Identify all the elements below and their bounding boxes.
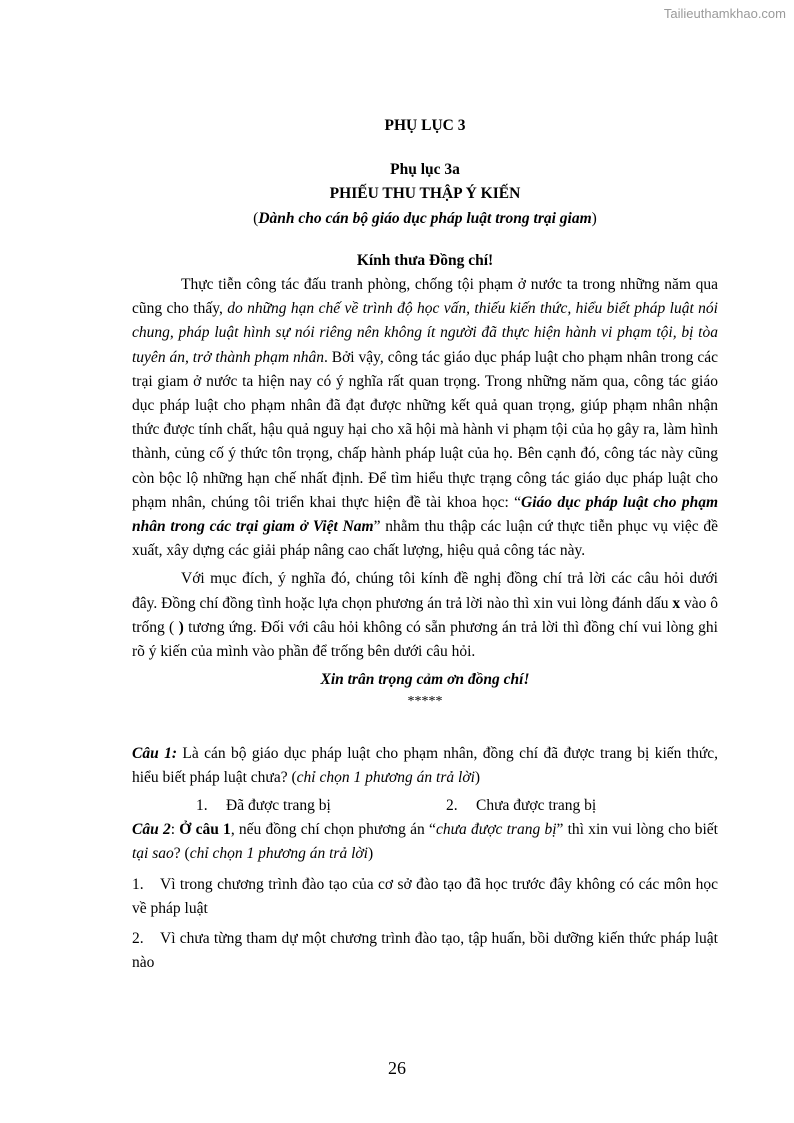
document-page xyxy=(132,114,718,976)
question-2-why: tại sao xyxy=(132,845,174,863)
appendix-title: PHỤ LỤC 3 xyxy=(384,117,466,134)
greeting: Kính thưa Đồng chí! xyxy=(356,251,494,269)
question-1-options xyxy=(132,794,718,818)
para2-text-c: tương ứng. Đối với câu hỏi không có sẵn phương án trả lời thì đồng chí vui lòng ghi rõ ý kiến của mình vào phần để trống bên dưới câu hỏi. xyxy=(132,618,718,661)
para1-text-e: ” nhằm thu thập các luận cứ thực tiễn phục vụ việc đề xuất, xây dựng các giải pháp nâng cao chất lượng, hiệu quả công tác này. xyxy=(132,518,718,560)
question-1-note: chỉ chọn 1 phương án trả lời xyxy=(296,768,475,786)
para1-text-a: Thực tiễn công tác đấu tranh phòng, chống tội phạm ở nước ta trong những năm qua cũng cho thấy, xyxy=(132,276,718,318)
form-title: PHIẾU THU THẬP Ý KIẾN xyxy=(329,185,521,203)
audience-text: Dành cho cán bộ giáo dục pháp luật trong trại giam xyxy=(258,209,592,227)
para1-text-c: . Bởi vậy, công tác giáo dục pháp luật cho phạm nhân trong các trại giam ở nước ta hiện nay có ý nghĩa rất quan trọng. Trong những năm qua, công tác giáo dục pháp luật cho phạm nhân đã đạt được những kết quả quan trọng, giúp phạm nhân nhận thức được tính chất, hậu quả nguy hại cho xã hội mà hành vi phạm tội của họ gây ra, làm hình thành, củng cố ý thức tôn trọng, chấp hành pháp luật của họ. Bên cạnh đó, công tác này cũng còn bộc lộ những hạn chế nhất định. Để tìm hiểu thực trạng công tác giáo dục pháp luật cho phạm nhân, chúng tôi triển khai thực hiện đề tài khoa học: “ xyxy=(132,348,718,511)
mark-x: x xyxy=(672,594,681,612)
question-2-close: ) xyxy=(367,845,374,863)
para2-paren: ) xyxy=(178,618,184,636)
question-2-text-1: , nếu đồng chí chọn phương án “ xyxy=(230,821,436,839)
option-number: 1. xyxy=(132,875,144,893)
question-2-colon: : xyxy=(170,821,180,839)
watermark: Tailieuthamkhao.com xyxy=(663,6,786,21)
question-2 xyxy=(132,818,718,866)
instruction-paragraph xyxy=(132,567,718,664)
option-label: Vì trong chương trình đào tạo của cơ sở đào tạo đã học trước đây không có các môn học về pháp luật xyxy=(132,875,718,917)
intro-paragraph xyxy=(132,273,718,563)
question-1-text: Là cán bộ giáo dục pháp luật cho phạm nhân, đồng chí đã được trang bị kiến thức, hiểu biết pháp luật chưa? ( xyxy=(132,744,718,786)
question-2-quote: chưa được trang bị xyxy=(435,821,557,839)
question-2-text-3: ? ( xyxy=(173,845,190,863)
para2-text-a: Với mục đích, ý nghĩa đó, chúng tôi kính đề nghị đồng chí trả lời các câu hỏi dưới đây. Đồng chí đồng tình hoặc lựa chọn phương án trả lời nào thì xin vui lòng đánh dấu xyxy=(132,570,718,612)
separator-stars: ***** xyxy=(407,694,443,710)
option-label: Vì chưa từng tham dự một chương trình đào tạo, tập huấn, bồi dưỡng kiến thức pháp luật nào xyxy=(132,930,718,972)
option-number: 2. xyxy=(132,930,144,948)
project-title: Giáo dục pháp luật cho phạm nhân trong các trại giam ở Việt Nam xyxy=(132,493,719,536)
para1-italic: do những hạn chế về trình độ học vấn, thiếu kiến thức, hiểu biết pháp luật nói chung, pháp luật hình sự nói riêng nên không ít người đã thực hiện hành vi phạm tội, bị tòa tuyên án, trở thành phạm nhân xyxy=(132,300,718,366)
question-2-note: chỉ chọn 1 phương án trả lời xyxy=(189,845,368,863)
option-label: Chưa được trang bị xyxy=(476,797,597,815)
question-1-label: Câu 1: xyxy=(132,744,177,762)
audience-close: ) xyxy=(591,209,597,227)
option-label: Đã được trang bị xyxy=(226,797,331,815)
question-1 xyxy=(132,742,718,790)
option-1-1[interactable] xyxy=(196,794,446,818)
question-2-ref: Ở câu 1 xyxy=(179,821,231,839)
option-number: 1. xyxy=(196,797,208,815)
question-2-label: Câu 2 xyxy=(132,821,171,839)
thanks-line: Xin trân trọng cảm ơn đồng chí! xyxy=(320,671,530,689)
para2-text-b: vào ô trống ( xyxy=(132,594,718,636)
option-2-1[interactable] xyxy=(132,873,718,921)
question-1-close: ) xyxy=(474,768,481,786)
audience-line xyxy=(132,207,718,231)
sub-title: Phụ lục 3a xyxy=(390,161,460,179)
audience-open: ( xyxy=(253,209,259,227)
page-number: 26 xyxy=(388,1058,406,1078)
option-number: 2. xyxy=(446,797,458,815)
question-2-text-2: ” thì xin vui lòng cho biết xyxy=(556,821,718,839)
option-1-2[interactable] xyxy=(446,794,596,818)
option-2-2[interactable] xyxy=(132,927,718,975)
